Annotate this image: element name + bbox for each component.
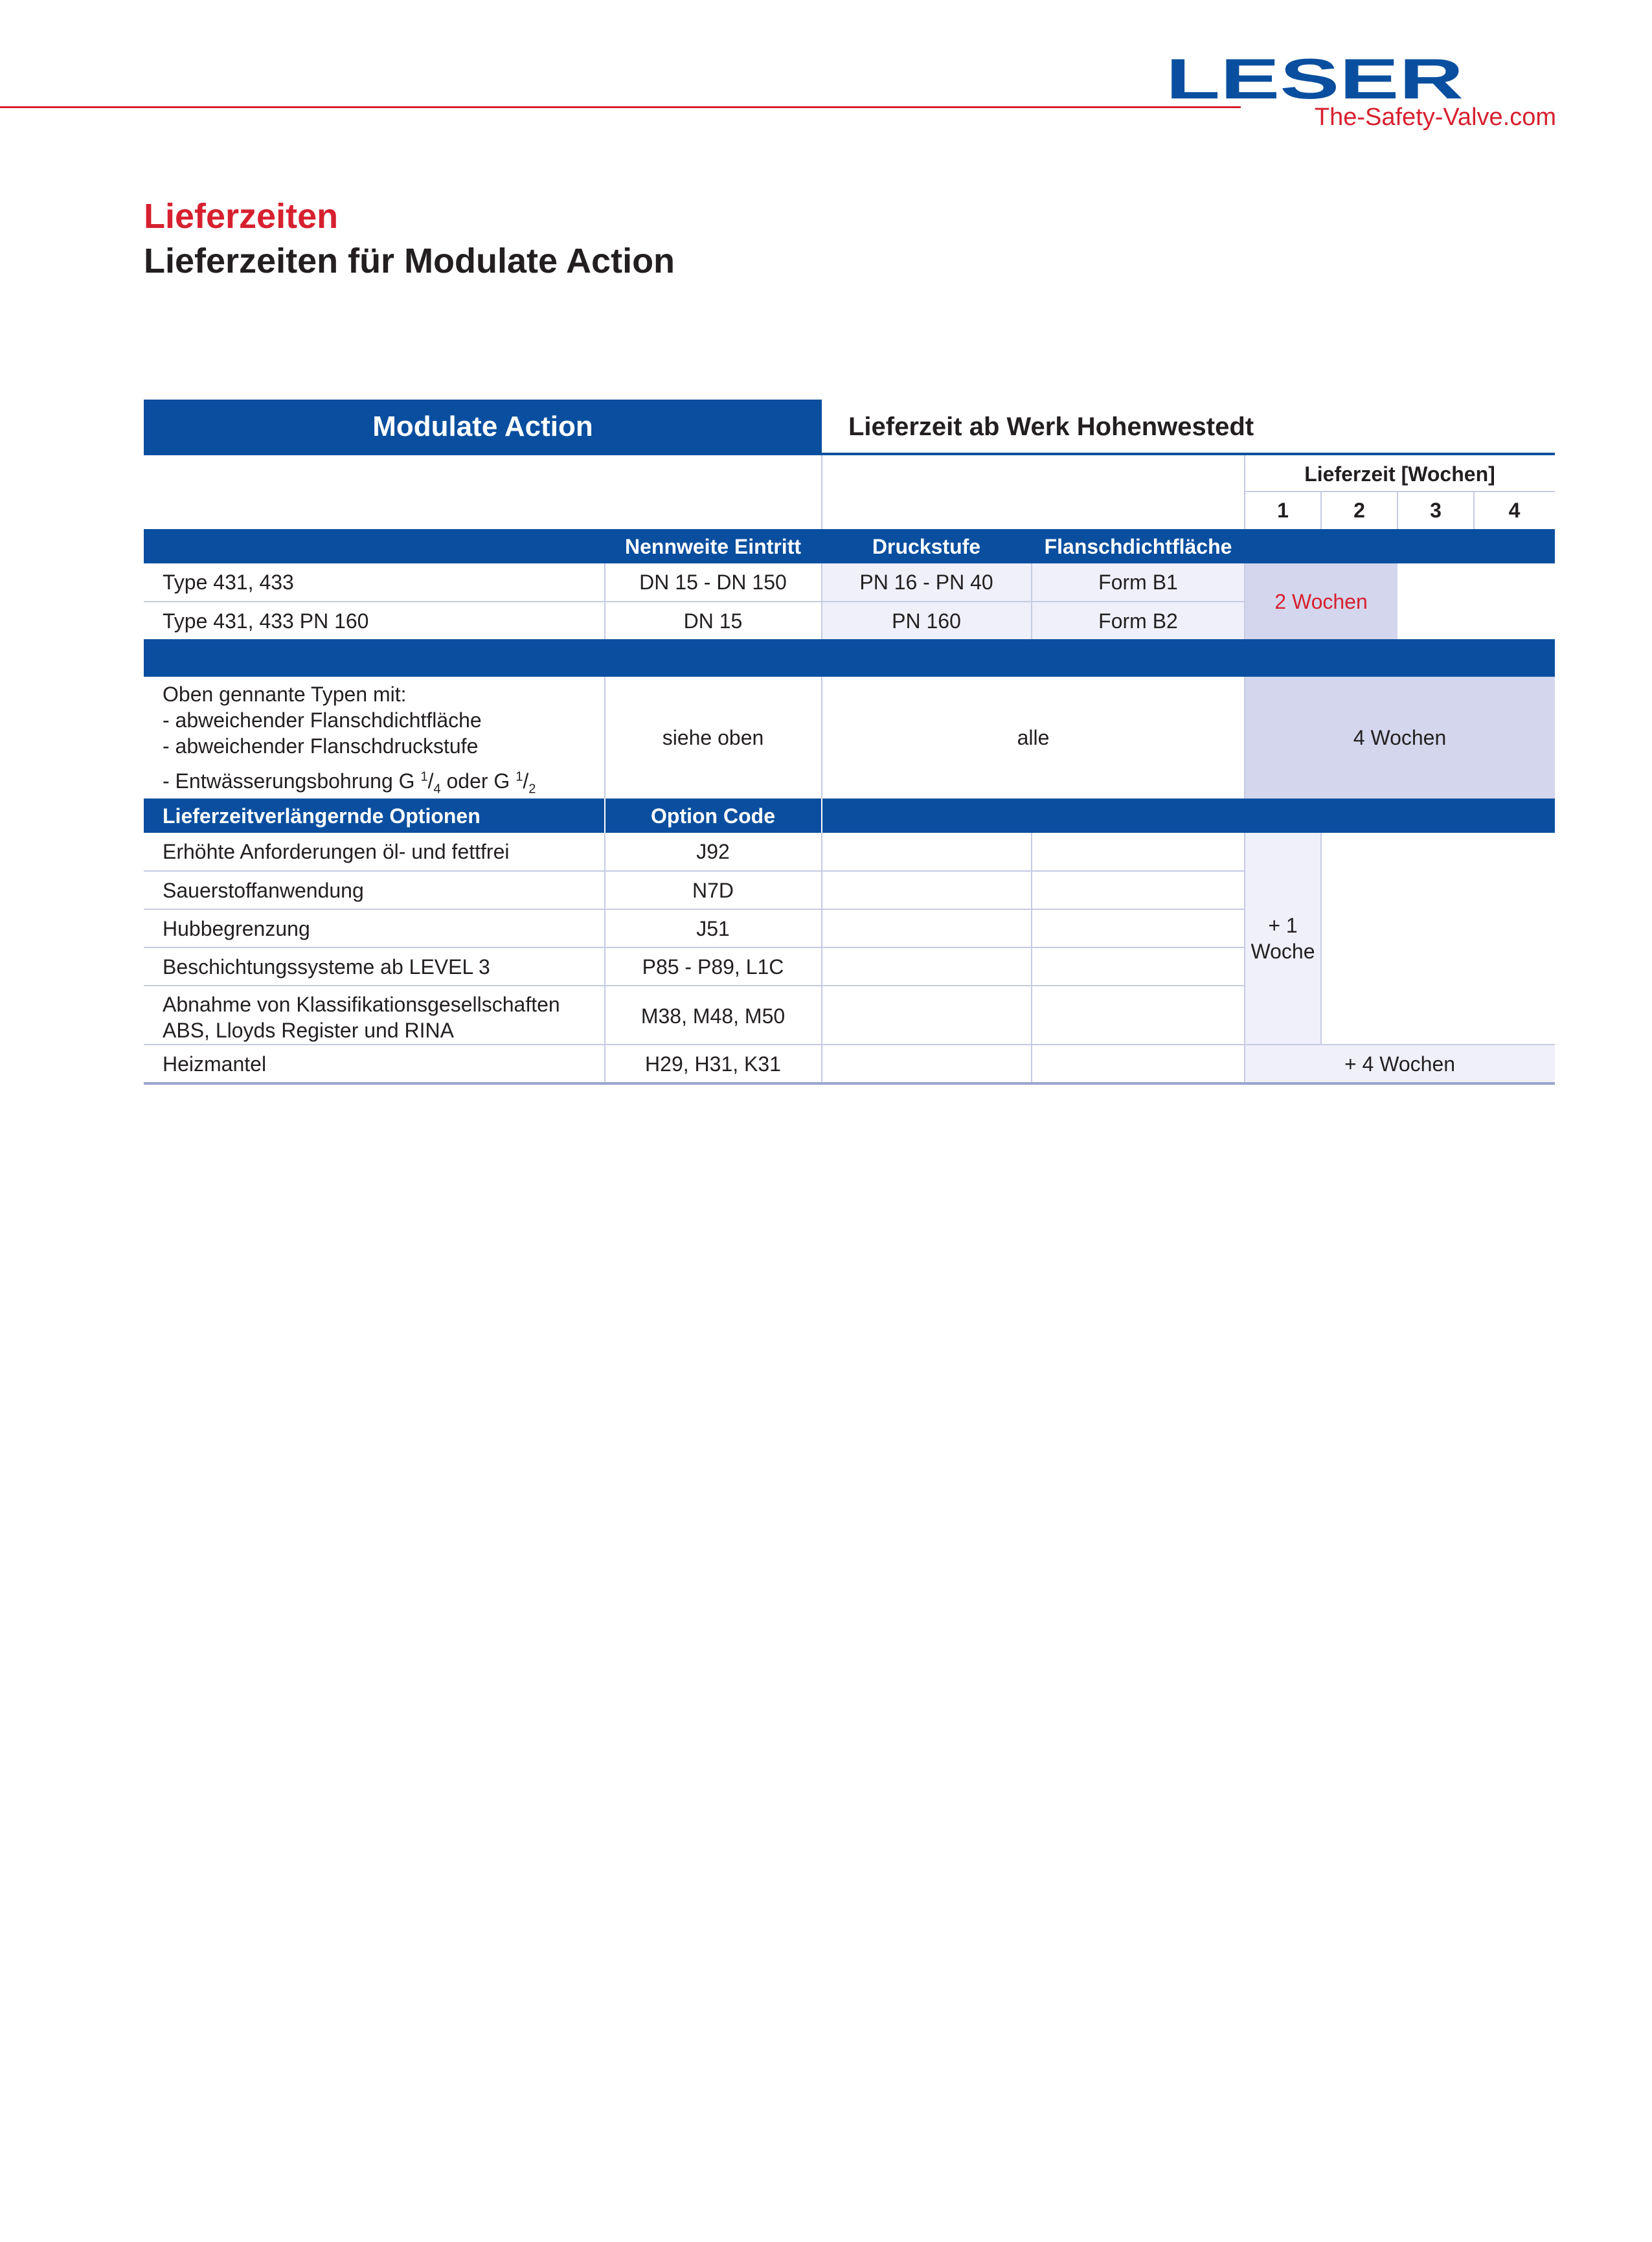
type-row-2-pressure: PN 160 <box>892 609 961 633</box>
product-header-rule <box>144 453 822 455</box>
type-row-1-pressure: PN 16 - PN 40 <box>859 571 993 594</box>
logo-wordmark: LESER <box>1166 53 1464 106</box>
section-divider-bar <box>144 639 1555 677</box>
table-bottom-rule <box>144 1082 1555 1085</box>
options-delivery-line-1: + 1 <box>1268 914 1298 937</box>
options-delivery-line-2: Woche <box>1250 940 1315 963</box>
option-row-6-name: Heizmantel <box>163 1052 267 1076</box>
option-row-5-name-line-1: Abnahme von Klassifikationsgesellschaften <box>163 993 560 1016</box>
option-row-1-name: Erhöhte Anforderungen öl- und fettfrei <box>163 840 510 863</box>
col-inlet: Nennweite Eintritt <box>624 534 801 558</box>
website-link[interactable]: The-Safety-Valve.com <box>1314 104 1556 131</box>
option-code-header: Option Code <box>651 804 775 828</box>
types-delivery: 2 Wochen <box>1274 589 1368 613</box>
type-row-1-name: Type 431, 433 <box>163 571 294 594</box>
options-header: Lieferzeitverlängernde Optionen <box>163 804 481 828</box>
week-3: 3 <box>1430 498 1442 522</box>
option-row-3-name: Hubbegrenzung <box>163 916 310 940</box>
option-row-3-code: J51 <box>696 916 730 940</box>
variants-inlet: siehe oben <box>662 726 764 749</box>
col-flange: Flanschdichtfläche <box>1044 534 1232 558</box>
option-row-2-name: Sauerstoffanwendung <box>163 878 364 902</box>
option-row-4-name: Beschichtungssysteme ab LEVEL 3 <box>163 955 490 979</box>
week-2: 2 <box>1353 498 1365 522</box>
variants-line-2: - abweichender Flanschdichtfläche <box>163 708 482 732</box>
page-subtitle: Lieferzeiten für Modulate Action <box>144 242 675 280</box>
option-row-2-code: N7D <box>692 878 734 902</box>
type-row-2-name: Type 431, 433 PN 160 <box>163 609 369 633</box>
page-title: Lieferzeiten <box>144 197 339 236</box>
heizmantel-delivery: + 4 Wochen <box>1344 1052 1456 1076</box>
option-row-5-code: M38, M48, M50 <box>640 1004 786 1028</box>
product-header: Modulate Action <box>372 411 593 442</box>
variants-delivery: 4 Wochen <box>1353 726 1447 749</box>
option-row-5-name <box>144 986 605 1045</box>
options-delivery <box>1245 833 1321 1044</box>
option-row-4-code: P85 - P89, L1C <box>642 955 784 979</box>
option-row-6-code: H29, H31, K31 <box>645 1052 781 1076</box>
variants-description <box>144 681 605 798</box>
type-row-1-flange: Form B1 <box>1098 571 1178 594</box>
option-row-1-code: J92 <box>696 840 730 863</box>
week-1: 1 <box>1277 498 1289 522</box>
delivery-header-rule <box>822 453 1555 455</box>
delivery-header: Lieferzeit ab Werk Hohenwestedt <box>848 413 1254 441</box>
type-row-1-inlet: DN 15 - DN 150 <box>639 571 787 594</box>
variants-pressure-flange: alle <box>1017 726 1050 749</box>
col-pressure: Druckstufe <box>872 534 981 558</box>
weeks-header: Lieferzeit [Wochen] <box>1304 462 1495 486</box>
variants-line-1: Oben gennante Typen mit: <box>163 683 407 706</box>
variants-line-4: - Entwässerungsbohrung G $^1/_4$ oder G $^1/_2$ <box>163 769 536 797</box>
week-4: 4 <box>1508 498 1521 522</box>
type-row-2-flange: Form B2 <box>1098 609 1178 633</box>
type-row-2-inlet: DN 15 <box>683 609 743 633</box>
variants-line-3: - abweichender Flanschdruckstufe <box>163 734 479 758</box>
option-row-5-name-line-2: ABS, Lloyds Register und RINA <box>163 1019 454 1042</box>
